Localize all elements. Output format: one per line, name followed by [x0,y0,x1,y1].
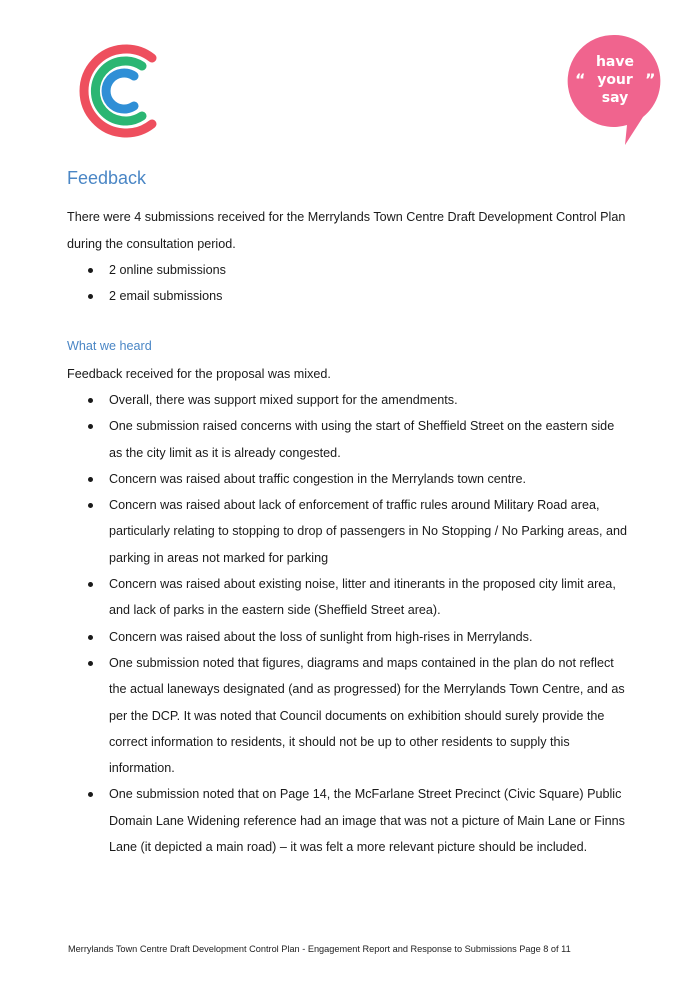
list-item: 2 email submissions [109,283,609,309]
svg-text:”: ” [645,70,656,89]
feedback-intro-paragraph: Feedback received for the proposal was mixed. [67,367,331,381]
list-item: Overall, there was support mixed support for the amendments. [109,387,629,413]
list-item: Concern was raised about existing noise, litter and itinerants in the proposed city limit area, and lack of parks in the eastern side (Sheffield Street area). [109,571,629,624]
have-your-say-badge-icon [567,33,663,147]
list-item: One submission raised concerns with using the start of Sheffield Street on the eastern side as the city limit as it is already congested. [109,413,629,466]
list-item: One submission noted that figures, diagrams and maps contained in the plan do not reflect the actual laneways designated (and as progressed) for the Merrylands Town Centre, and as per the DCP. It was noted that Council documents on exhibition should surely provide the correct information to residents, it should not be up to other residents to supply this information. [109,650,629,781]
badge-line-your: your [597,72,633,88]
list-item: 2 online submissions [109,257,609,283]
svg-text:“: “ [575,70,586,89]
council-logo-icon [72,44,162,138]
badge-line-have: have [595,54,635,70]
feedback-list [109,387,629,860]
subheading: What we heard [67,339,152,353]
intro-paragraph: There were 4 submissions received for the Merrylands Town Centre Draft Development Control Plan during the consultation period. [67,210,626,251]
section-heading: Feedback [67,168,147,188]
list-item: One submission noted that on Page 14, the McFarlane Street Precinct (Civic Square) Public Domain Lane Widening reference had an image that was not a picture of Main Lane or Finns Lane (it depicted a main road) – it was felt a more relevant picture should be included. [109,781,629,860]
submissions-list [109,257,609,310]
list-item: Concern was raised about lack of enforcement of traffic rules around Military Road area, particularly relating to stopping to drop of passengers in No Stopping / No Parking areas, and parking in areas not marked for parking [109,492,629,571]
list-item: Concern was raised about the loss of sunlight from high-rises in Merrylands. [109,624,629,650]
list-item: Concern was raised about traffic congestion in the Merrylands town centre. [109,466,629,492]
badge-line-say: say [601,90,629,106]
page-footer: Merrylands Town Centre Draft Development Control Plan - Engagement Report and Response to Submissions Page 8 of 11 [68,944,571,954]
